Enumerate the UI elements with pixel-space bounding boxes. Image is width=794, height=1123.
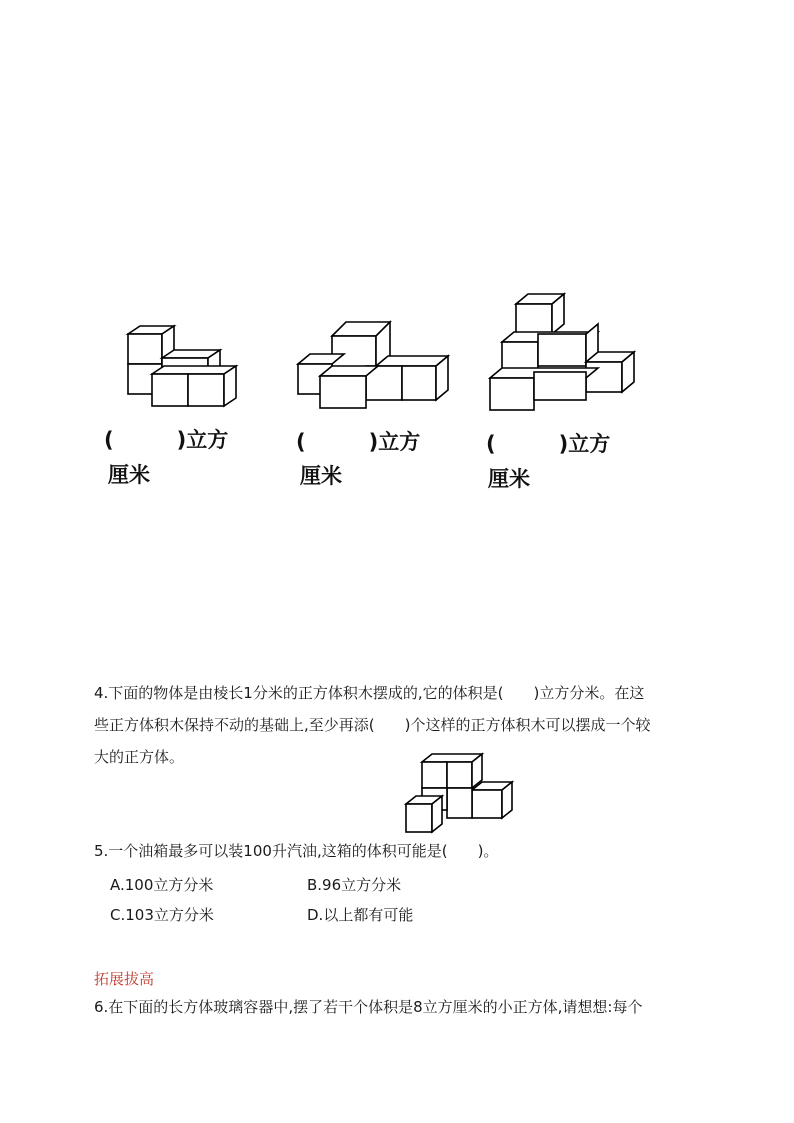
cube-stack-2-drawing (292, 316, 452, 412)
section-heading-extension: 拓展拔高 (94, 970, 155, 988)
question-5-option-b[interactable]: B.96立方分米 (307, 876, 402, 894)
question-6-line-1: 6.在下面的长方体玻璃容器中,摆了若干个体积是8立方厘米的小正方体,请想想:每个 (94, 998, 643, 1016)
cube-stack-3-drawing (488, 292, 638, 414)
figure-1-label-line1: ( )立方 (104, 428, 229, 452)
question-5-option-a[interactable]: A.100立方分米 (110, 876, 214, 894)
question-4-line-1: 4.下面的物体是由棱长1分米的正方体积木摆成的,它的体积是( )立方分米。在这 (94, 684, 645, 702)
cube-figure-1 (120, 318, 250, 413)
cube-figure-3 (488, 292, 638, 414)
question-5-option-d[interactable]: D.以上都有可能 (307, 906, 414, 924)
question-4-line-2: 些正方体积木保持不动的基础上,至少再添( )个这样的正方体积木可以摆成一个较 (94, 716, 651, 734)
cube-figure-2 (292, 316, 452, 412)
figure-2-label-line1: ( )立方 (296, 430, 421, 454)
cube-stack-1-drawing (120, 318, 250, 413)
question-5-text: 5.一个油箱最多可以装100升汽油,这箱的体积可能是( )。 (94, 842, 499, 860)
figure-3-label-line2: 厘米 (488, 467, 530, 491)
question-4-cube-drawing (402, 752, 516, 834)
question-4-cube-figure (402, 752, 516, 834)
question-4-line-3: 大的正方体。 (94, 748, 185, 766)
figure-2-label-line2: 厘米 (300, 464, 342, 488)
question-5-option-c[interactable]: C.103立方分米 (110, 906, 214, 924)
figure-3-label-line1: ( )立方 (486, 432, 611, 456)
figure-1-label-line2: 厘米 (108, 463, 150, 487)
